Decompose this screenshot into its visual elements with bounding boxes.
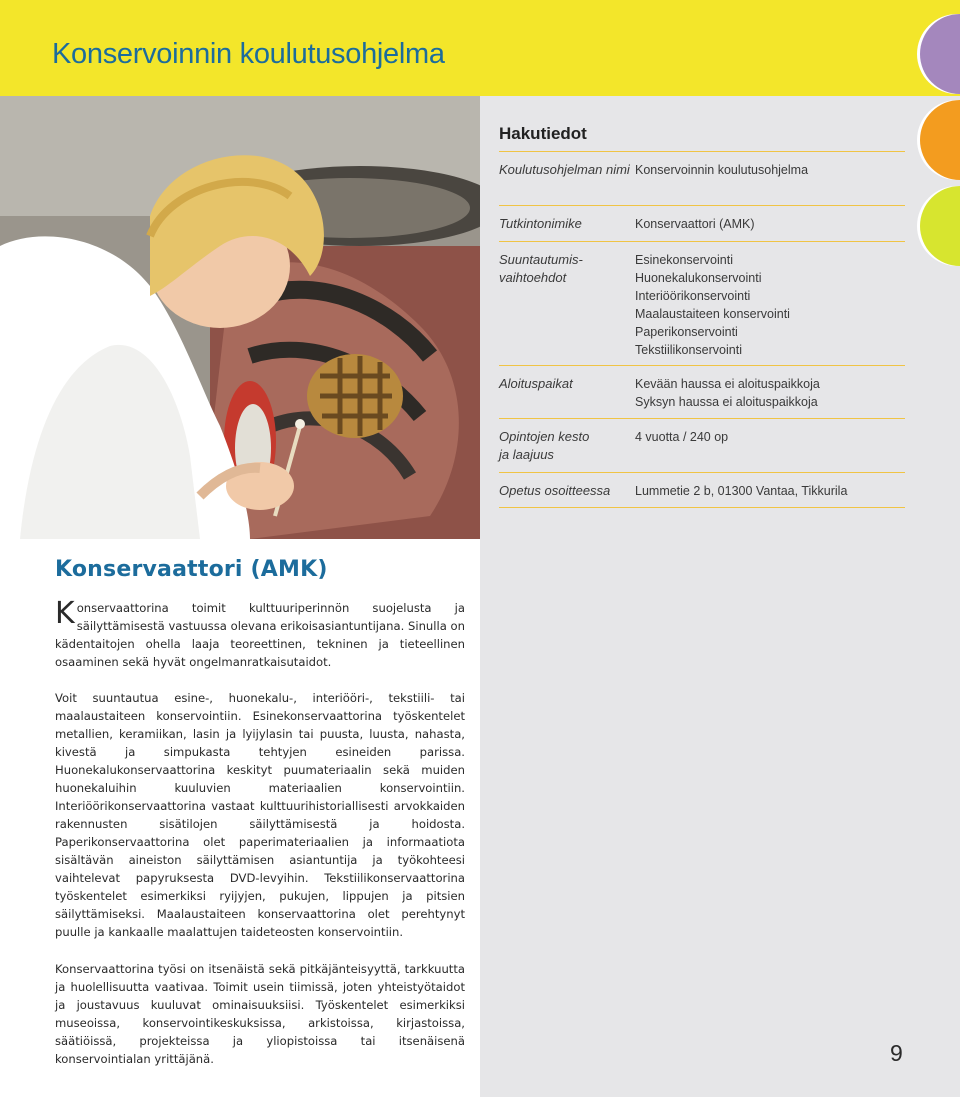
photo-illustration <box>0 96 480 539</box>
info-values <box>635 152 905 205</box>
info-values <box>635 419 905 472</box>
info-values <box>635 473 905 507</box>
page-title: Konservoinnin koulutusohjelma <box>52 38 445 70</box>
info-value: Esinekonservointi <box>635 253 733 267</box>
intro-text: onservaattorina toimit kulttuuriperinnön suojelusta ja säilyttämisestä vastuussa olevana erikoisasiantuntijana. Sinulla on kädentaitojen ohella laaja teoreettinen, tekninen ja tieteellinen osaaminen sekä hyvät ongelmanratkaisutaidot. <box>55 601 465 669</box>
info-value: Maalaustaiteen konservointi <box>635 307 790 321</box>
info-heading: Hakutiedot <box>499 124 587 143</box>
info-row-degree <box>499 205 905 241</box>
article-paragraph-intro <box>55 596 465 671</box>
info-label: Suuntautumis-vaihtoehdot <box>499 252 583 285</box>
info-table <box>499 151 905 508</box>
article-paragraph-specializations: Voit suuntautua esine-, huonekalu-, interiööri-, tekstiili- tai maalaustaiteen konservointiin. Esinekonservaattorina työskentelet metallien, keramiikan, lasin ja lyijylasin tai puusta, luusta, nahasta, kivestä ja simpukasta tehtyjen esineiden parissa. Huonekalukonservaattorina keskityt puumateriaalin sekä muiden huonekaluihin kuuluvien materiaalien konservointiin. Interiöörikonservaattorina vastaat kulttuurihistoriallisesti arvokkaiden rakennusten sisätilojen säilyttämisestä ja hoidosta. Paperikonservaattorina olet paperimateriaalien ja informaatiota sisältävän aineiston säilyttämisen asiantuntija ja työkohteesi vaihtelevat papyruksesta DVD-levyihin. Tekstiilikonservaattorina työskentelet esimerkiksi ryijyjen, pukujen, lippujen ja pitsien säilyttämiseksi. Maalaustaiteen konservaattorina olet perehtynyt puulle ja kankaalle maalattujen taideteosten konservointiin. <box>55 691 465 939</box>
info-label: Aloituspaikat <box>499 376 573 391</box>
info-value: Interiöörikonservointi <box>635 289 751 303</box>
info-value: Konservoinnin koulutusohjelma <box>635 163 809 177</box>
info-values <box>635 366 905 418</box>
info-value: Huonekalukonservointi <box>635 271 762 285</box>
info-label: Koulutusohjelman nimi <box>499 162 630 177</box>
info-value: Kevään haussa ei aloituspaikkoja <box>635 377 820 391</box>
info-row-program <box>499 151 905 205</box>
page-number: 9 <box>890 1040 903 1066</box>
info-row-address <box>499 472 905 508</box>
info-row-duration <box>499 418 905 472</box>
info-row-places <box>499 365 905 418</box>
info-label: Opetus osoitteessa <box>499 483 611 498</box>
info-values <box>635 206 905 241</box>
info-value: Konservaattori (AMK) <box>635 217 755 231</box>
info-row-specializations <box>499 241 905 365</box>
info-value: 4 vuotta / 240 op <box>635 430 729 444</box>
info-value: Paperikonservointi <box>635 325 738 339</box>
main-article <box>55 557 465 1068</box>
info-label: Tutkintonimike <box>499 216 582 231</box>
drop-cap: K <box>55 596 75 631</box>
info-label: Opintojen kesto ja laajuus <box>499 429 590 462</box>
article-heading: Konservaattori (AMK) <box>55 557 328 582</box>
info-value: Lummetie 2 b, 01300 Vantaa, Tikkurila <box>635 484 848 498</box>
info-values <box>635 242 905 365</box>
article-paragraph-work: Konservaattorina työsi on itsenäistä sekä pitkäjänteisyyttä, tarkkuutta ja huolellisuutta vaativaa. Toimit usein tiimissä, joten yhteistyötaidot ja joustavuus kuuluvat ominaisuuksiisi. Työskentelet esimerkiksi museoissa, konservointikeskuksissa, arkistoissa, kirjastoissa, säätiöissä, projekteissa ja yliopistoissa tai itsenäisenä konservointialan yrittäjänä. <box>55 962 465 1066</box>
info-value: Tekstiilikonservointi <box>635 343 742 357</box>
info-value: Syksyn haussa ei aloituspaikkoja <box>635 395 818 409</box>
conservator-photo <box>0 96 480 539</box>
